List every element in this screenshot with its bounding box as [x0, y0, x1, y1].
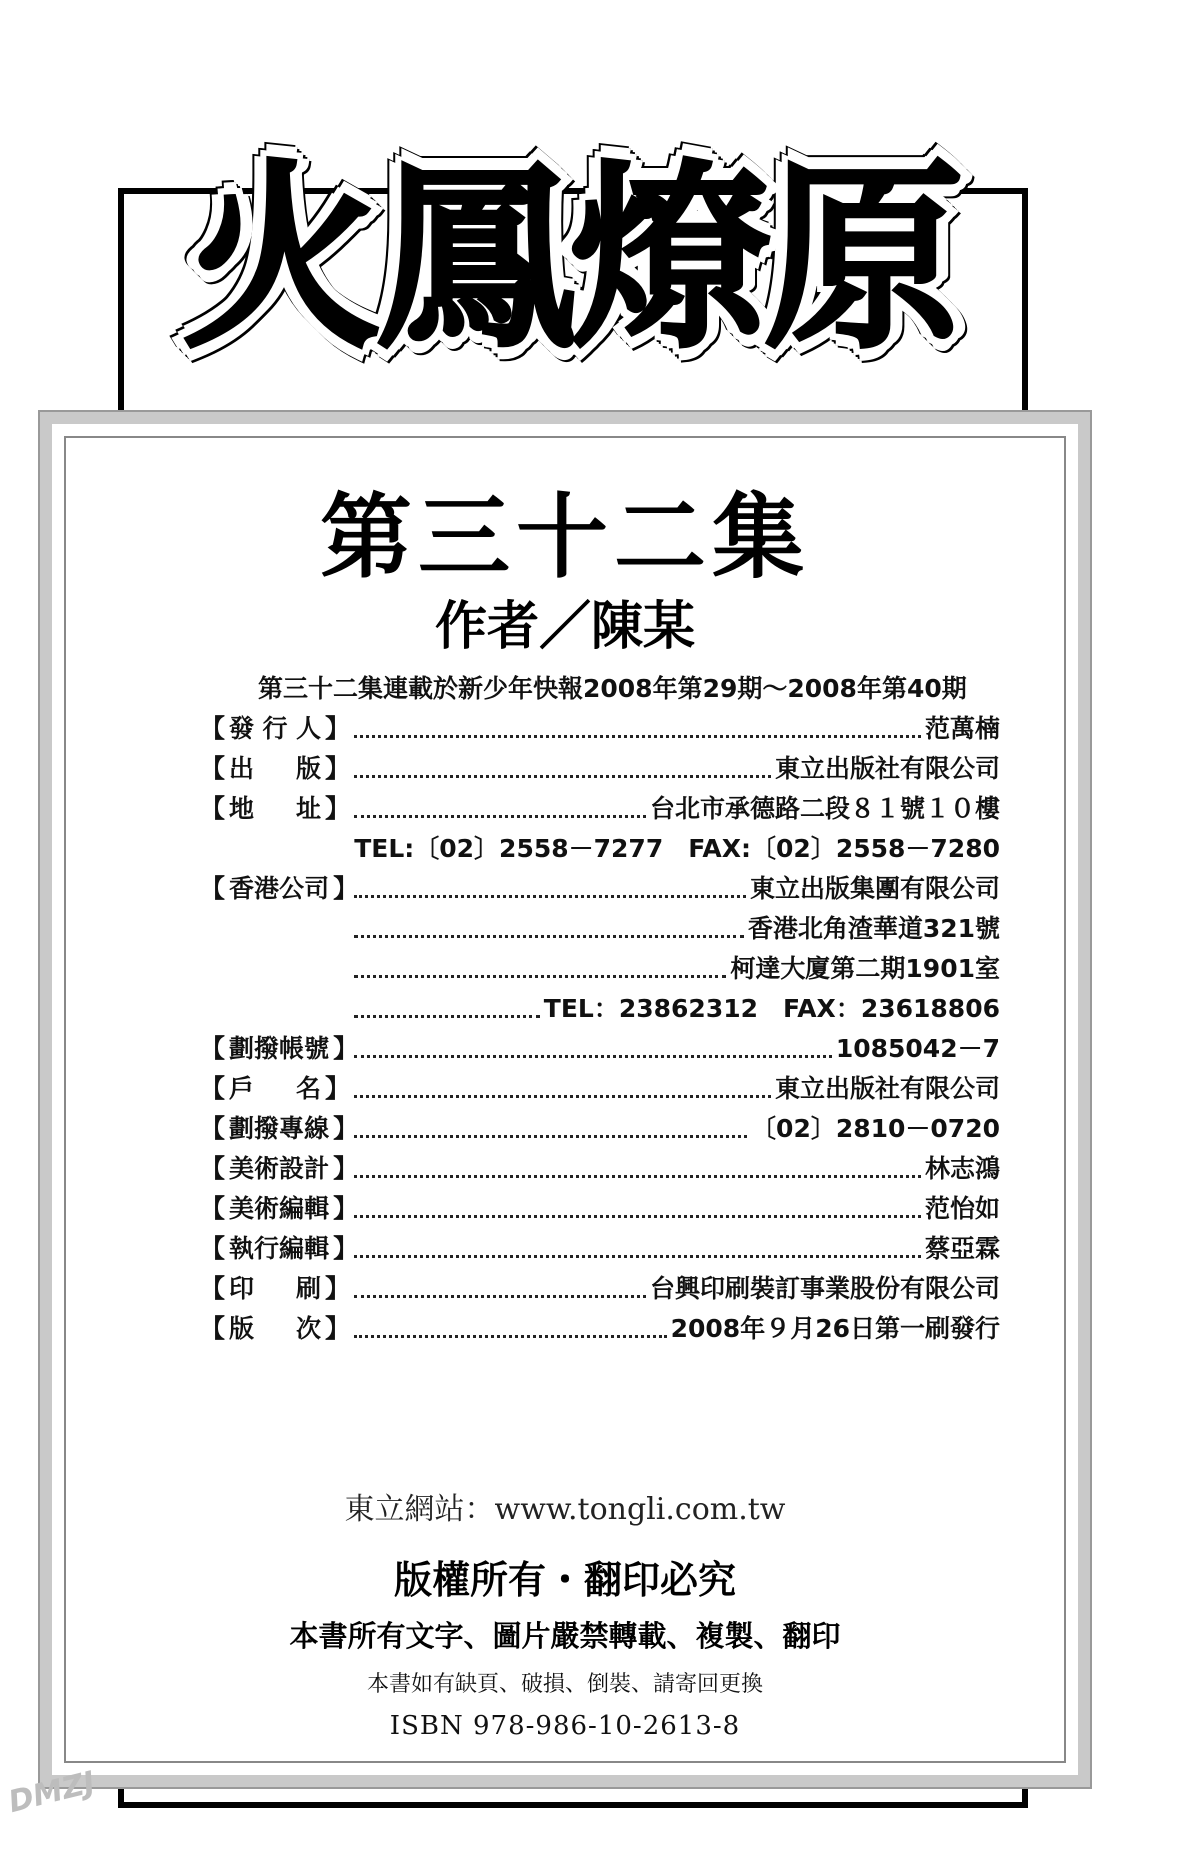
main-title: 火鳳燎原: [181, 142, 958, 376]
info-label: 【 香 港 公 司 】: [200, 874, 359, 903]
copyright-line: 版權所有・翻印必究: [393, 1557, 736, 1602]
info-label: 【 美 術 編 輯 】: [200, 1194, 359, 1223]
info-label: 【 戶 名 】: [200, 1074, 350, 1103]
info-value: 東立出版集團有限公司: [749, 874, 1000, 903]
info-label: 【 美 術 設 計 】: [200, 1154, 359, 1183]
info-label: 【 發 行 人 】: [200, 714, 350, 743]
info-row: [200, 989, 1000, 1029]
info-row: [200, 789, 1000, 829]
colophon-panel: [40, 412, 1090, 1787]
info-row: [200, 829, 1000, 869]
dot-leader: [354, 761, 771, 778]
info-value: 香港北角渣華道321號: [747, 914, 1000, 943]
publication-info-list: [200, 709, 1000, 1349]
volume-number: 第三十二集: [319, 483, 810, 591]
info-row: [200, 749, 1000, 789]
info-value: 東立出版社有限公司: [774, 1074, 1000, 1103]
info-value: 林志鴻: [924, 1154, 1000, 1183]
author-line: 作者／陳某: [434, 596, 695, 657]
info-row: [200, 949, 1000, 989]
serialization-note: 第三十二集連載於新少年快報2008年第29期～2008年第40期: [258, 674, 967, 703]
info-value: 柯達大廈第二期1901室: [730, 954, 1000, 983]
dot-leader: [354, 1121, 747, 1138]
info-label: 【 出 版 】: [200, 754, 350, 783]
info-value: 台北市承德路二段８１號１０樓: [649, 794, 1000, 823]
info-row: [200, 909, 1000, 949]
dot-leader: [354, 1281, 646, 1298]
dot-leader: [354, 1241, 921, 1258]
info-row: [200, 1229, 1000, 1269]
info-value: TEL：23862312 FAX：23618806: [543, 994, 1000, 1023]
info-row: [200, 1189, 1000, 1229]
dot-leader: [354, 921, 744, 938]
info-label: 【 劃 撥 專 線 】: [200, 1114, 359, 1143]
dot-leader: [354, 881, 746, 898]
info-value: 〔02〕2810－0720: [751, 1114, 1000, 1143]
info-label: 【 版 次 】: [200, 1314, 350, 1343]
dot-leader: [354, 801, 646, 818]
isbn-line: ISBN 978-986-10-2613-8: [389, 1711, 741, 1741]
dot-leader: [354, 961, 726, 978]
dot-leader: [354, 1001, 540, 1018]
info-row: [200, 1269, 1000, 1309]
info-value: 范怡如: [924, 1194, 1000, 1223]
info-row: [200, 869, 1000, 909]
info-value: 台興印刷裝訂事業股份有限公司: [649, 1274, 1000, 1303]
info-value: 蔡亞霖: [924, 1234, 1000, 1263]
info-row: [200, 1029, 1000, 1069]
info-label: 【 執 行 編 輯 】: [200, 1234, 359, 1263]
website-line: 東立網站：www.tongli.com.tw: [344, 1492, 786, 1527]
watermark-logo: DMZJ: [5, 1764, 99, 1821]
info-label: 【 劃 撥 帳 號 】: [200, 1034, 359, 1063]
info-value: 范萬楠: [924, 714, 1000, 743]
info-value: 東立出版社有限公司: [774, 754, 1000, 783]
dot-leader: [354, 1321, 667, 1338]
dot-leader: [354, 1201, 921, 1218]
info-label: 【 印 刷 】: [200, 1274, 350, 1303]
info-row: [200, 1069, 1000, 1109]
dot-leader: [354, 1161, 921, 1178]
info-value: 2008年９月26日第一刷發行: [670, 1314, 1000, 1343]
return-notice: 本書如有缺頁、破損、倒裝、請寄回更換: [366, 1672, 763, 1697]
info-row: [200, 1149, 1000, 1189]
info-value: 1085042－7: [835, 1034, 1000, 1063]
info-row: [200, 1309, 1000, 1349]
title-banner: [155, 92, 985, 392]
info-label: 【 地 址 】: [200, 794, 350, 823]
dot-leader: [354, 1081, 771, 1098]
info-row: [200, 709, 1000, 749]
info-row: [200, 1109, 1000, 1149]
dot-leader: [354, 1041, 832, 1058]
reproduction-notice: 本書所有文字、圖片嚴禁轉載、複製、翻印: [289, 1619, 841, 1653]
info-value: TEL:〔02〕2558－7277 FAX:〔02〕2558－7280: [354, 834, 1000, 863]
dot-leader: [354, 721, 921, 738]
